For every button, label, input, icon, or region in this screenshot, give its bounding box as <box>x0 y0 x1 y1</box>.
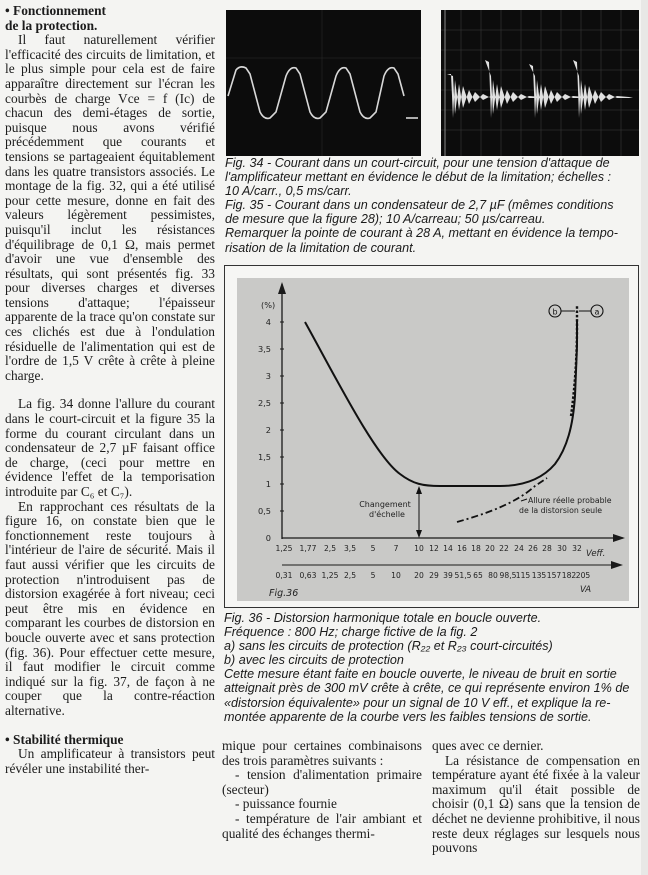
x-tick-va: 20 <box>414 571 424 580</box>
list-item: - tension d'alimentation primaire (secteur) <box>222 767 422 797</box>
x-axis-label-va: VA <box>580 585 592 595</box>
x-tick-veff: 16 <box>457 544 467 553</box>
section-heading-protection-line2: de la protection. <box>5 17 98 33</box>
x-axis-label-veff: Veff. <box>586 549 606 559</box>
y-tick: 0,5 <box>257 506 271 516</box>
caption-line: risation de la limitation de courant. <box>225 240 417 255</box>
section-heading-thermal-stability: • Stabilité thermique <box>5 731 124 747</box>
caption-line: de mesure que la figure 28); 10 A/carreau; 50 µs/carreau. <box>225 212 546 227</box>
x-tick-veff: 24 <box>514 544 524 553</box>
annotation-scale-change: Changement <box>359 500 411 509</box>
caption-line: atteignait près de 300 mV crête à crête, ce qui représente environ 1% de <box>224 681 630 696</box>
bottom-column-2 <box>432 739 640 856</box>
x-tick-veff: 14 <box>443 544 453 553</box>
x-tick-va: 29 <box>429 571 439 580</box>
x-tick-veff: 30 <box>557 544 567 553</box>
section-heading-protection: • Fonctionnement <box>5 3 107 18</box>
x-tick-va: 80 <box>488 571 498 580</box>
caption-line: 10 A/carr., 0,5 ms/carr. <box>225 184 352 199</box>
x-tick-veff: 7 <box>393 544 399 553</box>
y-tick: 2,5 <box>257 398 271 408</box>
x-tick-veff: 2,5 <box>323 544 337 553</box>
x-tick-va: 98,5 <box>499 571 517 580</box>
x-tick-va: 182 <box>561 571 577 580</box>
caption-line: l'amplificateur mettant en évidence le début de la limitation; échelles : <box>225 170 612 185</box>
fig35-oscilloscope-photo <box>441 10 639 156</box>
page-edge <box>641 0 648 875</box>
annotation-real-distortion: Allure réelle probable <box>528 496 612 505</box>
caption-line: Cette mesure étant faite en boucle ouverte, le niveau de bruit en sortie <box>224 667 617 682</box>
x-tick-veff: 22 <box>499 544 509 553</box>
fig34-35-caption <box>225 156 643 255</box>
x-tick-veff: 20 <box>485 544 495 553</box>
caption-line: montée apparente de la courbe vers les faibles tensions de sortie. <box>224 709 592 724</box>
figure-label: Fig.36 <box>269 588 299 599</box>
x-tick-veff: 32 <box>572 544 582 553</box>
x-tick-va: 0,63 <box>299 571 317 580</box>
caption-line: «distorsion équivalente» pour un signal de 10 V eff., et explique la re- <box>224 695 611 710</box>
x-tick-veff: 3,5 <box>343 544 357 553</box>
paragraph: Il faut naturellement vérifier l'efficacité des circuits de limitation, et le plus simple pour cela est de faire apparaître directement sur l'écran les courbès de charge Vce = f (Ic) de chacun des demi-étages de sortie, puisque nous avons vérifié précédemment que courants et tensions se partageaient équitablement dans les quatre transistors associés. Le montage de la fig. 32, qui a été utilisé pour cette mesure, donne en fait des valeurs légèrement pessimistes, puisqu'il inclut les résistances d'équilibrage de 0,1 Ω, mais permet d'avoir une vue d'ensemble des résultats, qui sont présentés fig. 33 pour diverses charges et diverses tensions d'attaque; l'épaisseur apparente de la trace qu'on constate sur ces clichés est due à l'ondulation résiduelle de l'alimentation qui est de l'ordre de 1,5 V crête à crête à pleine charge. <box>5 32 215 383</box>
x-tick-va: 0,31 <box>275 571 293 580</box>
x-tick-va: 115 <box>515 571 531 580</box>
paragraph: mique pour certaines combinaisons des trois paramètres suivants : <box>222 738 422 768</box>
annotation-real-distortion-line2: de la distorsion seule <box>519 506 603 515</box>
y-tick: 0 <box>265 533 271 543</box>
y-tick: 4 <box>265 317 271 327</box>
left-column <box>5 4 215 776</box>
caption-line: Remarquer la pointe de courant à 28 A, mettant en évidence la tempo- <box>225 226 618 241</box>
x-tick-va: 51,5 <box>454 571 472 580</box>
x-tick-veff: 12 <box>429 544 439 553</box>
caption-line: Fig. 35 - Courant dans un condensateur de 2,7 µF (mêmes conditions <box>225 198 614 213</box>
caption-line: b) avec les circuits de protection <box>224 653 404 668</box>
fig34-oscilloscope-photo <box>226 10 421 156</box>
x-tick-veff: 18 <box>471 544 481 553</box>
paragraph: La fig. 34 donne l'allure du courant dans le court-circuit et la figure 35 la forme du courant circulant dans un condensateur de 2,7 µF faisant office de charge, (ceci pour mettre en évidence l'effet de la temporisation introduite par C₆ et C₇). <box>5 396 215 499</box>
x-tick-va: 157 <box>546 571 562 580</box>
paragraph: La résistance de compensation en température ayant été fixée à la valeur maximum qu'il était possible de choisir (0,1 Ω) sans que la tension de déchet ne devienne prohibitive, il nous reste deux réglages sur lesquels nous pouvons <box>432 752 640 856</box>
curve-a-label: a <box>594 307 600 317</box>
annotation-scale-change-line2: d'échelle <box>369 510 405 519</box>
list-item: - température de l'air ambiant et qualité des échanges thermi- <box>222 810 422 841</box>
paragraph: Un amplificateur à transistors peut révéler une instabilité ther- <box>5 746 215 776</box>
x-tick-va: 2,5 <box>343 571 357 580</box>
damped-oscillation-trace-icon <box>441 10 639 156</box>
paragraph: ques avec ce dernier. <box>432 738 544 753</box>
y-tick: 1 <box>265 479 271 489</box>
fig36-caption <box>224 611 642 724</box>
y-tick: 2 <box>265 425 271 435</box>
paragraph: En rapprochant ces résultats de la figure 16, on constate bien que le fonctionnement reste toujours à l'intérieur de l'aire de sécurité. Mais il faut aussi vérifier que les circuits de protection n'introduisent pas de distorsion exagérée à fort niveau; ceci peut être mis en évidence en comparant les courbes de distorsion en boucle ouverte avec et sans protection (fig. 36). Pour effectuer cette mesure, il faut modifier le circuit comme indiqué sur la fig. 37, de façon à ne couper que la contre-réaction alternative. <box>5 498 215 718</box>
x-tick-veff: 28 <box>542 544 552 553</box>
curve-b-label: b <box>552 307 558 317</box>
list-item: - puissance fournie <box>235 796 337 812</box>
caption-line: Fréquence : 800 Hz; charge fictive de la fig. 2 <box>224 625 478 640</box>
caption-line: a) sans les circuits de protection (R₂₂ et R₂₃ court-circuités) <box>224 639 553 654</box>
bottom-column-1 <box>222 739 422 841</box>
x-tick-va: 65 <box>473 571 483 580</box>
x-tick-va: 10 <box>391 571 401 580</box>
square-wave-trace-icon <box>226 10 421 156</box>
y-unit-label: (%) <box>261 300 276 310</box>
y-tick: 1,5 <box>257 452 271 462</box>
fig36-chart <box>224 265 639 608</box>
x-tick-va: 39 <box>443 571 453 580</box>
x-tick-veff: 1,25 <box>275 544 293 553</box>
x-tick-veff: 5 <box>370 544 376 553</box>
x-tick-va: 135 <box>531 571 547 580</box>
x-tick-va: 205 <box>575 571 591 580</box>
x-tick-va: 1,25 <box>321 571 339 580</box>
distortion-chart-svg <box>225 266 640 609</box>
x-tick-va: 5 <box>370 571 376 580</box>
x-tick-veff: 10 <box>414 544 424 553</box>
x-tick-veff: 26 <box>528 544 538 553</box>
x-tick-veff: 1,77 <box>299 544 317 553</box>
y-tick: 3,5 <box>257 344 271 354</box>
y-tick: 3 <box>265 371 271 381</box>
caption-line: Fig. 34 - Courant dans un court-circuit, pour une tension d'attaque de <box>225 156 610 170</box>
caption-line: Fig. 36 - Distorsion harmonique totale en boucle ouverte. <box>224 611 542 625</box>
